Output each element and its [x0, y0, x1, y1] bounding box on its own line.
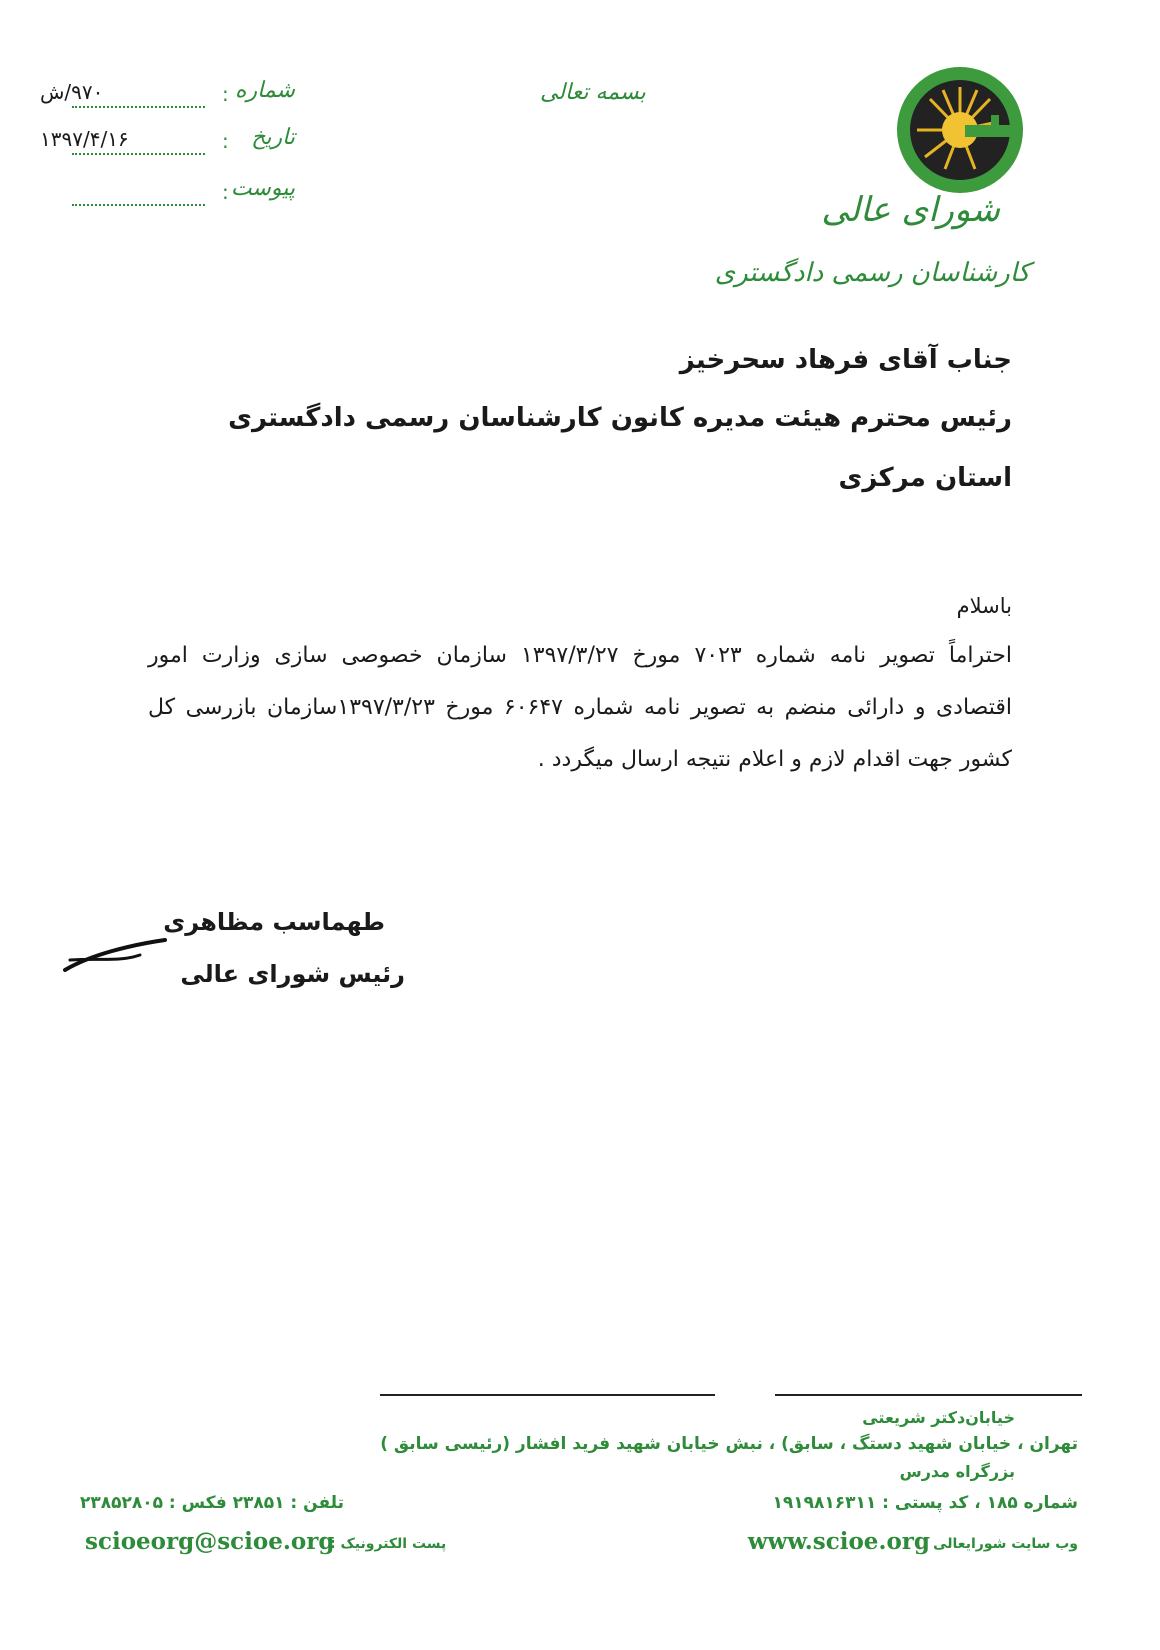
phone-fax: تلفن : ۲۳۸۵۱ فکس : ۲۳۸۵۲۸۰۵ — [80, 1493, 345, 1513]
postal-code: شماره ۱۸۵ ، کد پستی : ۱۹۱۹۸۱۶۳۱۱ — [772, 1493, 1078, 1513]
attachment-label: پیوست — [230, 176, 295, 201]
footer-rule-right — [775, 1394, 1082, 1396]
date-dots — [72, 153, 205, 155]
email-link[interactable]: scioeorg@scioe.org — [85, 1528, 335, 1555]
email-label: پست الکترونیک : — [330, 1536, 447, 1552]
address-under: بزرگراه مدرس — [899, 1462, 1015, 1481]
date-row — [40, 125, 295, 165]
number-value: ۹۷۰/ش — [40, 80, 107, 104]
attachment-colon: : — [222, 180, 229, 204]
attachment-dots — [72, 204, 205, 206]
recipient-province: استان مرکزی — [838, 463, 1012, 493]
council-title: شورای عالی — [821, 190, 1000, 230]
recipient-name: جناب آقای فرهاد سحرخیز — [679, 345, 1012, 375]
signer-name: طهماسب مظاهری — [163, 908, 385, 936]
number-row — [40, 78, 295, 118]
council-subtitle: کارشناسان رسمی دادگستری — [714, 258, 1030, 288]
signer-title: رئیس شورای عالی — [180, 960, 405, 988]
number-label: شماره — [234, 78, 295, 103]
date-label: تاریخ — [251, 125, 295, 150]
handwritten-signature — [60, 900, 170, 980]
number-dots — [72, 106, 205, 108]
website-link[interactable]: www.scioe.org — [747, 1528, 930, 1555]
website-label: وب سایت شورایعالی : — [922, 1536, 1078, 1552]
bismillah: بسمه تعالی — [540, 80, 646, 105]
date-value: ۱۳۹۷/۴/۱۶ — [40, 127, 133, 151]
number-colon: : — [222, 82, 229, 106]
address-line: تهران ، خیابان شهید دستگ ، سابق) ، نبش خیابان شهید فرید افشار (رئیسی سابق ) — [380, 1434, 1078, 1454]
footer-rule-left — [380, 1394, 715, 1396]
address-top: خیابان‌دکتر شریعتی — [862, 1408, 1015, 1427]
date-colon: : — [222, 129, 229, 153]
body-paragraph: احتراماً تصویر نامه شماره ۷۰۲۳ مورخ ۱۳۹۷/۳/۲۷ سازمان خصوصی سازی وزارت امور اقتصادی و دارائی منضم به تصویر نامه شماره ۶۰۶۴۷ مورخ ۱۳۹۷/۳/۲۳سازمان بازرسی کل کشور جهت اقدام لازم و اعلام نتیجه ارسال میگردد . — [148, 643, 1013, 772]
council-logo — [895, 65, 1025, 195]
attachment-row — [40, 176, 295, 216]
recipient-title: رئیس محترم هیئت مدیره کانون کارشناسان رسمی دادگستری — [228, 403, 1012, 433]
salutation: باسلام — [956, 594, 1012, 618]
